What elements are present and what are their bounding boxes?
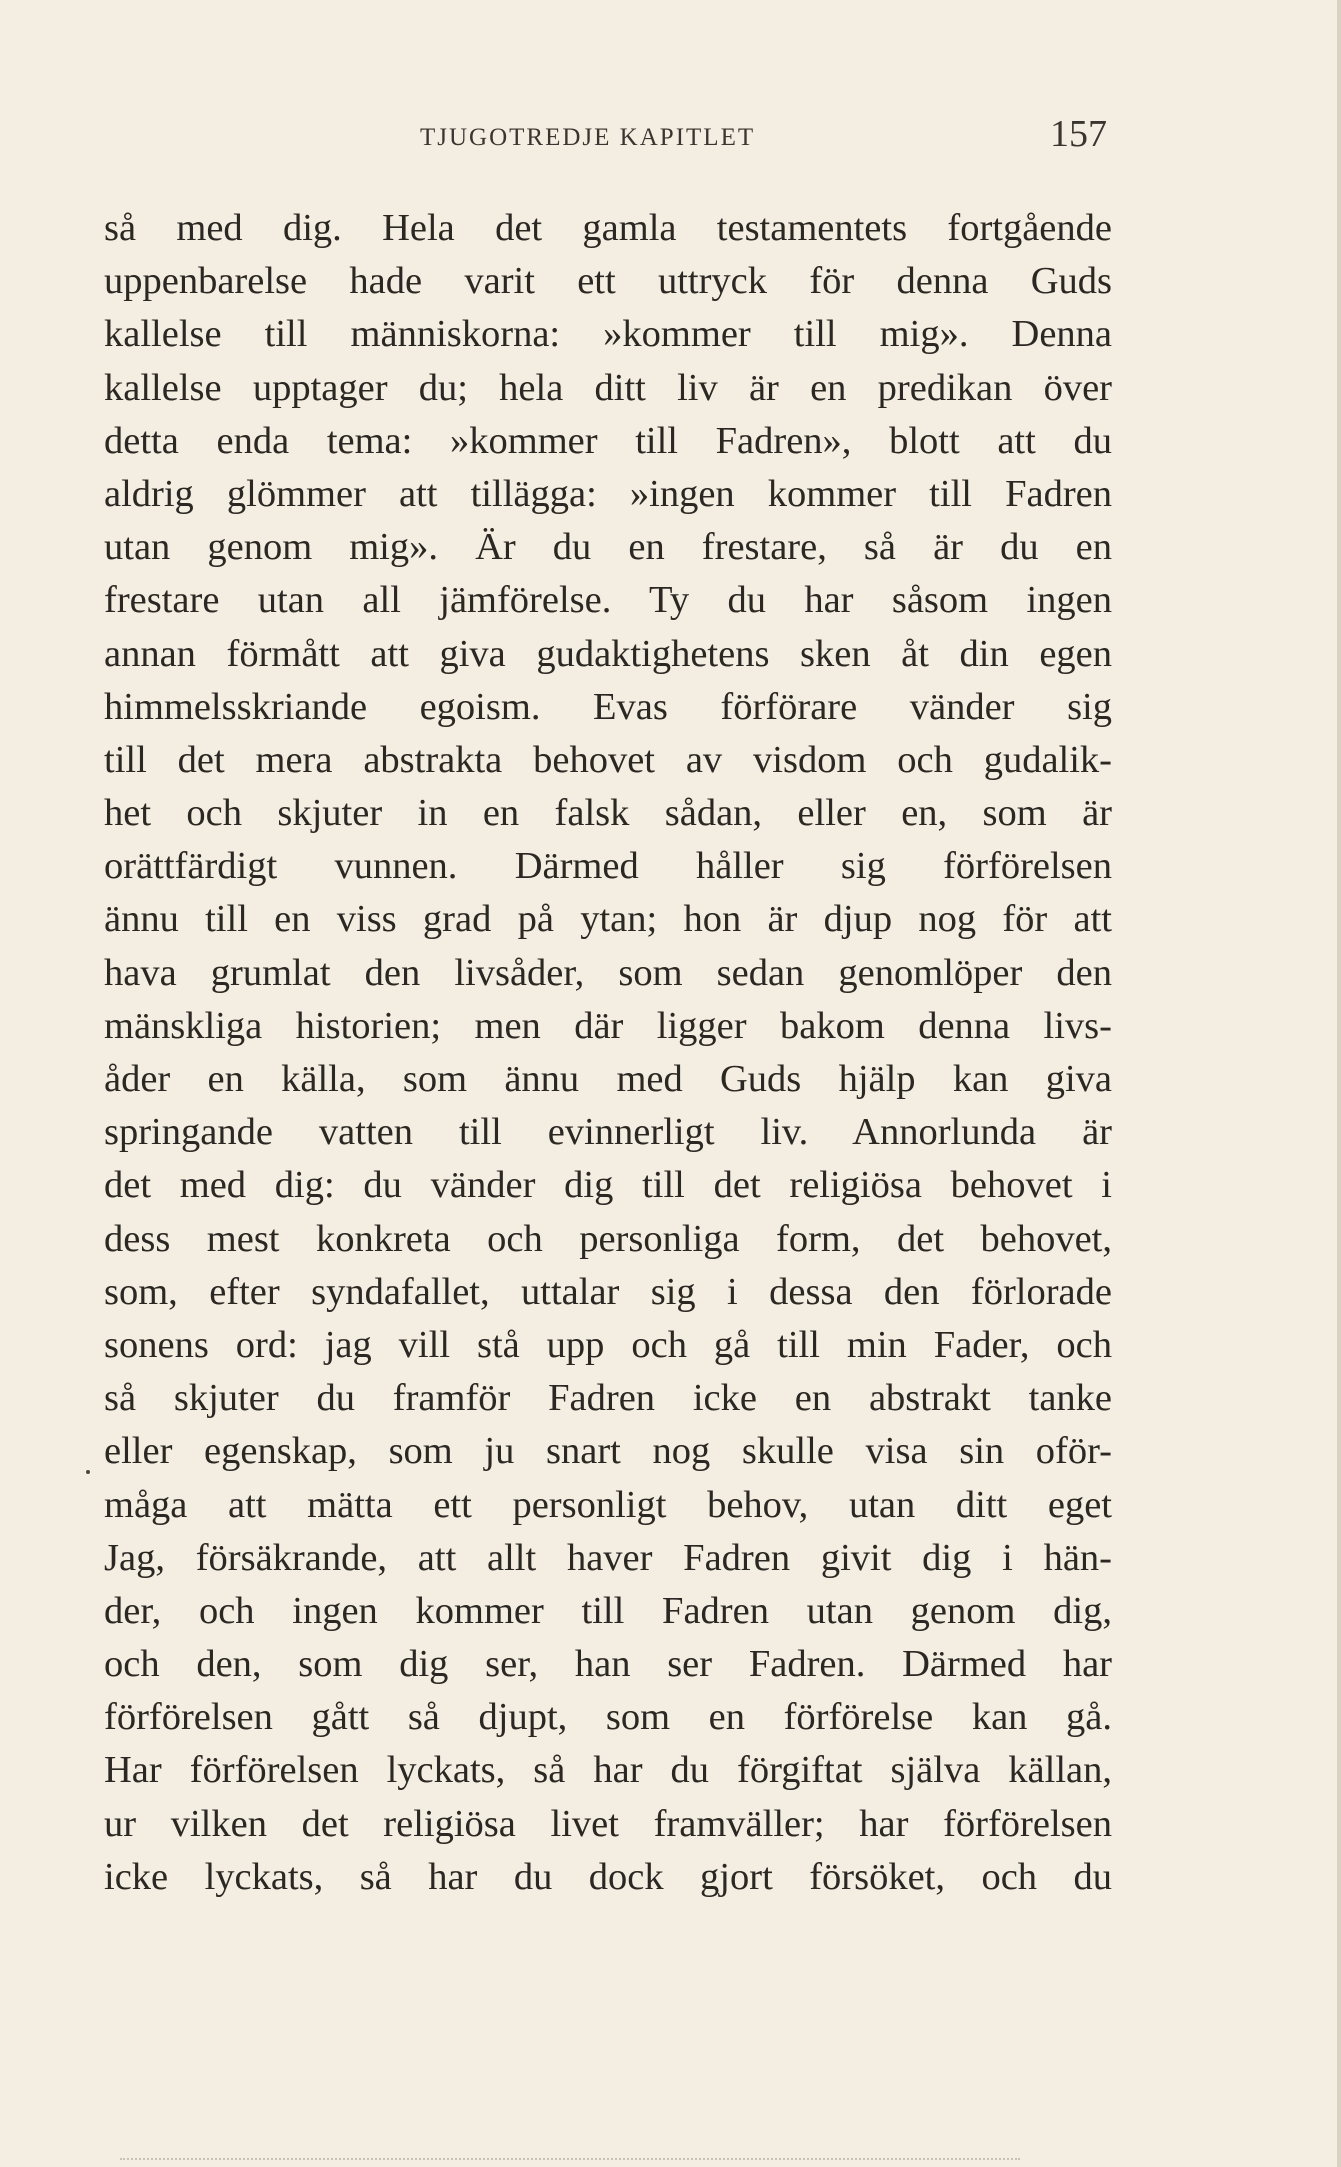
text-line: springande vatten till evinnerligt liv. Annorlunda är xyxy=(104,1111,1112,1154)
text-line: het och skjuter in en falsk sådan, eller en, som är xyxy=(104,792,1112,835)
text-line: kallelse till människorna: »kommer till mig». Denna xyxy=(104,313,1112,356)
body-text xyxy=(104,202,1112,1904)
text-line: ännu till en viss grad på ytan; hon är djup nog för att xyxy=(104,898,1112,941)
text-line: och den, som dig ser, han ser Fadren. Därmed har xyxy=(104,1643,1112,1686)
text-line: som, efter syndafallet, uttalar sig i dessa den förlorade xyxy=(104,1270,1112,1313)
text-line: utan genom mig». Är du en frestare, så är du en xyxy=(104,526,1112,569)
text-line: frestare utan all jämförelse. Ty du har såsom ingen xyxy=(104,579,1112,622)
text-line: så skjuter du framför Fadren icke en abstrakt tanke xyxy=(104,1377,1112,1420)
bottom-speckles xyxy=(120,2158,1020,2162)
text-line: eller egenskap, som ju snart nog skulle visa sin oför- xyxy=(104,1430,1112,1473)
text-line: icke lyckats, så har du dock gjort försöket, och du xyxy=(104,1855,1112,1898)
text-line: uppenbarelse hade varit ett uttryck för denna Guds xyxy=(104,260,1112,303)
text-line: till det mera abstrakta behovet av visdom och gudalik- xyxy=(104,738,1112,781)
text-line: kallelse upptager du; hela ditt liv är en predikan över xyxy=(104,366,1112,409)
running-head: TJUGOTREDJE KAPITLET xyxy=(420,124,756,151)
text-line: ur vilken det religiösa livet framväller; har förförelsen xyxy=(104,1802,1112,1845)
text-line: hava grumlat den livsåder, som sedan genomlöper den xyxy=(104,951,1112,994)
text-line: himmelsskriande egoism. Evas förförare vänder sig xyxy=(104,685,1112,728)
page-edge xyxy=(1337,0,1341,2167)
text-line: annan förmått att giva gudaktighetens sken åt din egen xyxy=(104,632,1112,675)
text-line: Jag, försäkrande, att allt haver Fadren givit dig i hän- xyxy=(104,1536,1112,1579)
text-line: dess mest konkreta och personliga form, det behovet, xyxy=(104,1217,1112,1260)
page-number: 157 xyxy=(1050,113,1107,155)
text-line: måga att mätta ett personligt behov, utan ditt eget xyxy=(104,1483,1112,1526)
text-line: detta enda tema: »kommer till Fadren», blott att du xyxy=(104,419,1112,462)
text-line: aldrig glömmer att tillägga: »ingen kommer till Fadren xyxy=(104,472,1112,515)
text-line: orättfärdigt vunnen. Därmed håller sig förförelsen xyxy=(104,845,1112,888)
text-line: mänskliga historien; men där ligger bakom denna livs- xyxy=(104,1004,1112,1047)
text-line: sonens ord: jag vill stå upp och gå till min Fader, och xyxy=(104,1323,1112,1366)
margin-dot xyxy=(86,1470,90,1474)
text-line: så med dig. Hela det gamla testamentets fortgående xyxy=(104,207,1112,249)
text-line: åder en källa, som ännu med Guds hjälp kan giva xyxy=(104,1058,1112,1100)
text-line: förförelsen gått så djupt, som en förförelse kan gå. xyxy=(104,1696,1112,1739)
text-line: der, och ingen kommer till Fadren utan genom dig, xyxy=(104,1589,1112,1632)
text-line: det med dig: du vänder dig till det religiösa behovet i xyxy=(104,1164,1112,1207)
text-line: Har förförelsen lyckats, så har du förgiftat själva källan, xyxy=(104,1749,1112,1792)
